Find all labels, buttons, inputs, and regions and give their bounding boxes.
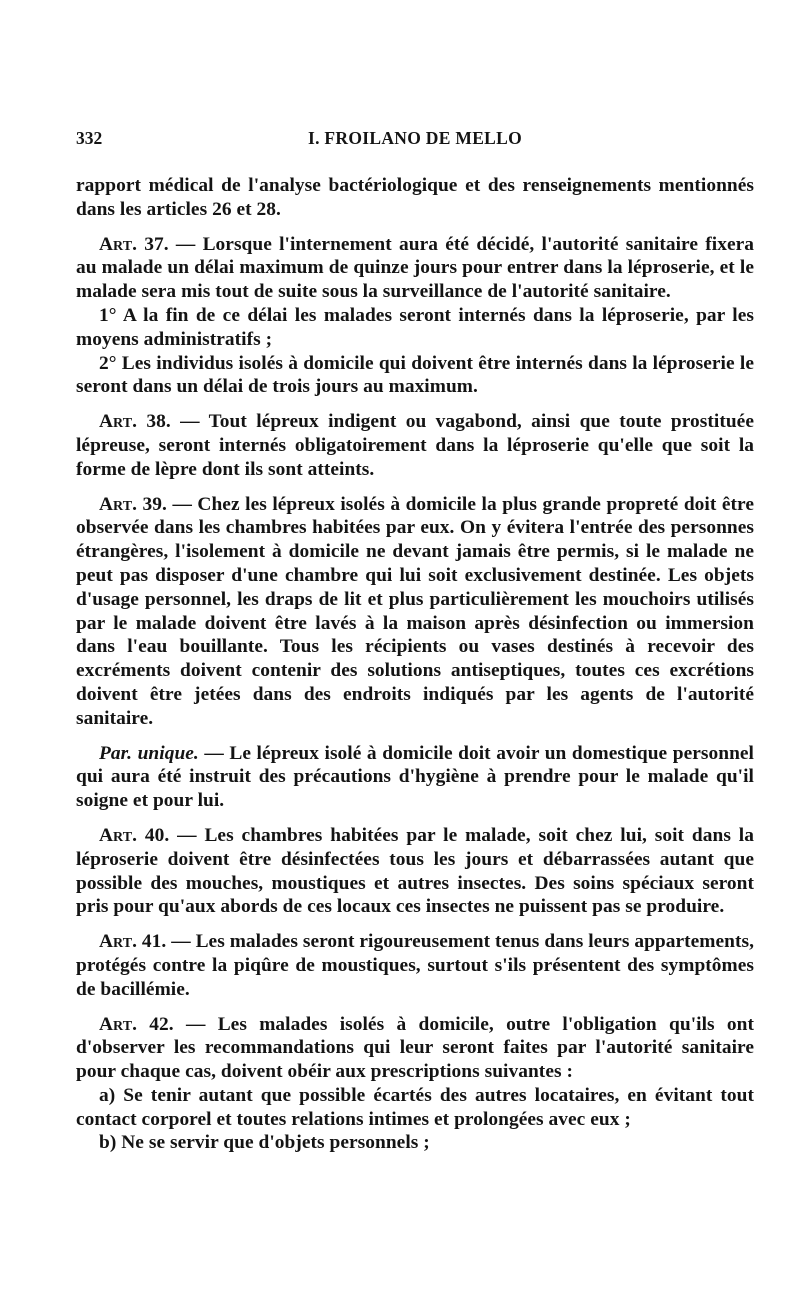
paragraph-unique (76, 742, 754, 813)
paragraph-text: — Tout lépreux indigent ou vagabond, ainsi que toute prostituée lépreuse, seront internés obligatoirement dans la léproserie qu'elle que soit la forme de lèpre dont ils sont atteints. (76, 411, 754, 480)
article-label: Art. 37. (99, 233, 169, 255)
article-42-item-a (76, 1084, 754, 1132)
paragraph-text: 1° A la fin de ce délai les malades seront internés dans la léproserie, par les moyens administratifs ; (76, 304, 754, 350)
paragraph-text: — Les malades seront rigoureusement tenus dans leurs appartements, protégés contre la piqûre de moustiques, surtout s'ils présentent des symptômes de bacillémie. (76, 931, 755, 1000)
paragraph-text: — Lorsque l'internement aura été décidé, l'autorité sanitaire fixera au malade un délai maximum de quinze jours pour entrer dans la léproserie, et le malade sera mis tout de suite sous la surveillance de l'autorité sanitaire. (76, 233, 754, 303)
article-39 (76, 493, 754, 731)
article-37-item-1 (76, 304, 754, 352)
article-38 (76, 410, 754, 481)
page-header (76, 128, 754, 154)
article-42 (76, 1013, 754, 1084)
running-head: I. FROILANO DE MELLO (307, 128, 523, 148)
paragraph-text: 2° Les individus isolés à domicile qui doivent être internés dans la léproserie le seront dans un délai de trois jours au maximum. (76, 352, 754, 398)
paragraph-continuation (76, 174, 754, 222)
article-37-item-2 (76, 352, 754, 400)
article-label: Art. 42. (99, 1013, 174, 1035)
article-label: Art. 40. (99, 824, 170, 846)
paragraph-text: a) Se tenir autant que possible écartés des autres locataires, en évitant tout contact corporel et toutes relations intimes et prolongées avec eux ; (76, 1084, 754, 1130)
page-number: 332 (76, 128, 103, 148)
paragraph-text: — Les malades isolés à domicile, outre l'obligation qu'ils ont d'observer les recommandations qui leur seront faites par l'autorité sanitaire pour chaque cas, doivent obéir aux prescriptions suivantes : (76, 1013, 754, 1083)
paragraph-text: — Le lépreux isolé à domicile doit avoir un domestique personnel qui aura été instruit des précautions d'hygiène à prendre pour le malade qu'il soigne et pour lui. (76, 742, 754, 812)
article-41 (76, 930, 754, 1001)
article-label: Art. 41. (99, 931, 167, 953)
paragraph-text: b) Ne se servir que d'objets personnels ; (99, 1132, 430, 1154)
article-37 (76, 233, 754, 304)
article-label: Art. 38. (99, 411, 171, 433)
document-page (76, 128, 754, 1155)
article-42-item-b (76, 1131, 754, 1155)
paragraph-text: — Chez les lépreux isolés à domicile la plus grande propreté doit être observée dans les chambres habitées par eux. On y évitera l'entrée des personnes étrangères, l'isolement à domicile ne devant jamais être permis, si le malade ne peut pas disposer d'une chambre qui lui soit exclusivement destinée. Les objets d'usage personnel, les draps de lit et plus particulièrement les mouchoirs utilisés par le malade doivent être lavés à la maison après désinfection ou immersion dans l'eau bouillante. Tous les récipients ou vases destinés à recevoir des excréments doivent contenir des solutions antiseptiques, toutes ces excrétions doivent être jetées dans des endroits indiqués par les agents de l'autorité sanitaire. (76, 493, 754, 729)
article-label: Par. unique. (99, 742, 199, 764)
article-40 (76, 824, 754, 919)
article-label: Art. 39. (99, 493, 167, 515)
paragraph-text: rapport médical de l'analyse bactériologique et des renseignements mentionnés dans les articles 26 et 28. (76, 175, 754, 220)
body-text (76, 174, 754, 1155)
paragraph-text: — Les chambres habitées par le malade, soit chez lui, soit dans la léproserie doivent être désinfectées tous les jours et débarrassées autant que possible des mouches, moustiques et autres insectes. Des soins spéciaux seront pris pour qu'aux abords de ces locaux ces insectes ne puissent pas se produire. (76, 824, 754, 918)
